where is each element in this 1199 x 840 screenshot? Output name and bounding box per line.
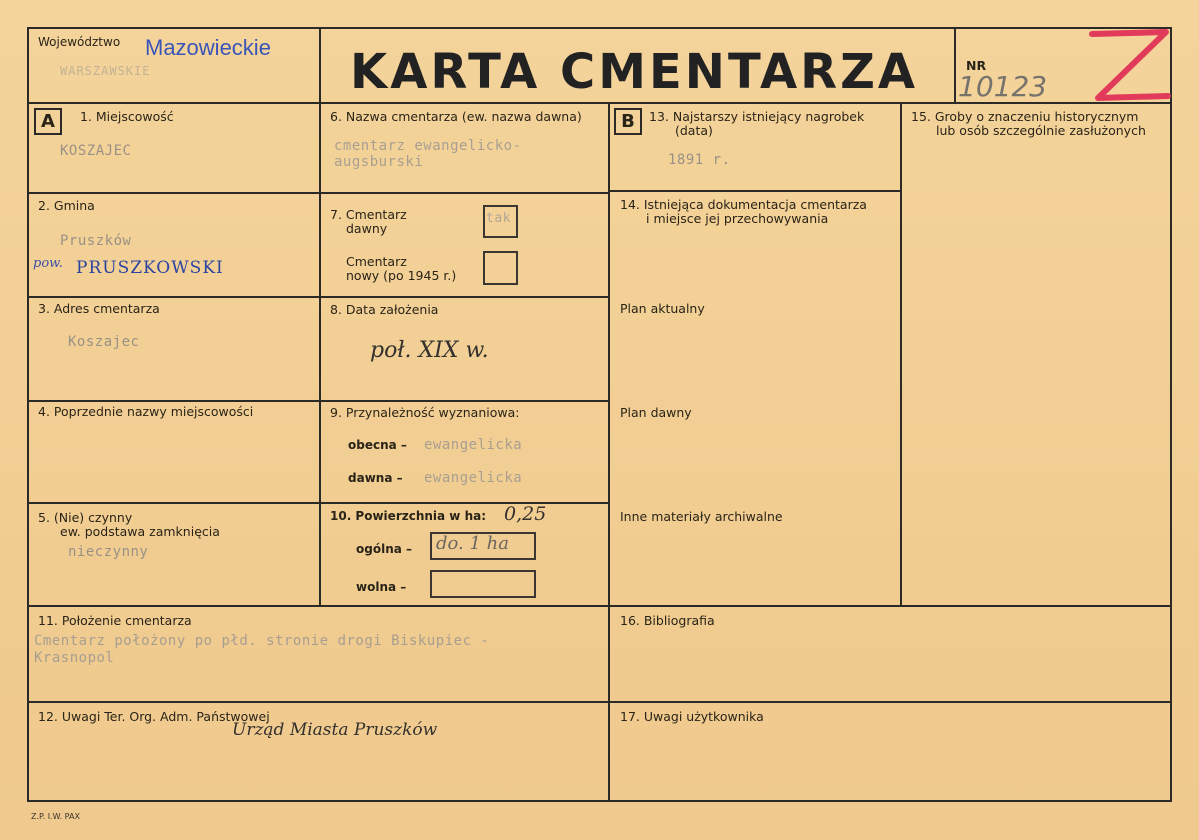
field-5-sublabel: ew. podstawa zamknięcia bbox=[60, 524, 220, 539]
obecna-value: ewangelicka bbox=[424, 437, 523, 453]
dawna-label: dawna – bbox=[348, 471, 403, 485]
field-2-label: 2. Gmina bbox=[38, 198, 95, 213]
field-3-value: Koszajec bbox=[68, 334, 140, 350]
field-13-label: 13. Najstarszy istniejący nagrobek bbox=[649, 109, 865, 124]
field-1-value: KOSZAJEC bbox=[60, 143, 132, 159]
field-7-dawny-sublabel: dawny bbox=[346, 221, 388, 236]
wolna-field[interactable] bbox=[430, 570, 536, 598]
field-8-label: 8. Data założenia bbox=[330, 302, 439, 317]
field-10-value: 0,25 bbox=[504, 503, 547, 525]
col-divider bbox=[319, 27, 321, 103]
field-13-sublabel: (data) bbox=[675, 123, 713, 138]
row-divider bbox=[27, 701, 1172, 703]
ogolna-value: do. 1 ha bbox=[436, 533, 509, 554]
ogolna-label: ogólna – bbox=[356, 542, 413, 556]
field-11-label: 11. Położenie cmentarza bbox=[38, 613, 192, 628]
row-divider bbox=[609, 190, 901, 192]
field-1-label: 1. Miejscowość bbox=[80, 109, 174, 124]
field-3-label: 3. Adres cmentarza bbox=[38, 301, 160, 316]
nowy-checkbox[interactable] bbox=[483, 251, 518, 285]
field-11-value-line1: Cmentarz położony po płd. stronie drogi Biskupiec - bbox=[34, 633, 490, 649]
plan-aktualny-label: Plan aktualny bbox=[620, 301, 705, 316]
field-8-value: poł. XIX w. bbox=[370, 338, 489, 363]
field-14-label: 14. Istniejąca dokumentacja cmentarza bbox=[620, 197, 867, 212]
field-7-nowy-sublabel: nowy (po 1945 r.) bbox=[346, 268, 457, 283]
field-13-value: 1891 r. bbox=[668, 152, 731, 168]
nr-value: 10123 bbox=[958, 70, 1048, 103]
field-7-nowy-label: Cmentarz bbox=[346, 254, 407, 269]
field-6-value-line1: cmentarz ewangelicko- bbox=[334, 138, 522, 154]
inne-materialy-label: Inne materiały archiwalne bbox=[620, 509, 783, 524]
col-divider bbox=[954, 27, 956, 103]
field-5-label: 5. (Nie) czynny bbox=[38, 510, 133, 525]
col-divider bbox=[900, 102, 902, 606]
red-z-mark bbox=[1088, 28, 1172, 104]
card-title: KARTA CMENTARZA bbox=[350, 44, 919, 100]
dawny-value: tak bbox=[486, 211, 511, 226]
section-a-marker: A bbox=[34, 108, 62, 135]
row-divider bbox=[27, 400, 609, 402]
field-15-sublabel: lub osób szczególnie zasłużonych bbox=[936, 123, 1146, 138]
obecna-label: obecna – bbox=[348, 438, 407, 452]
field-5-value: nieczynny bbox=[68, 544, 149, 560]
row-divider bbox=[27, 605, 1172, 607]
field-9-label: 9. Przynależność wyznaniowa: bbox=[330, 405, 520, 420]
field-7-dawny-label: 7. Cmentarz bbox=[330, 207, 407, 222]
wojewodztwo-label: Województwo bbox=[38, 35, 121, 49]
pow-label: pow. bbox=[33, 256, 63, 271]
field-12-value: Urząd Miasta Pruszków bbox=[232, 720, 438, 740]
row-divider bbox=[27, 192, 609, 194]
row-divider bbox=[27, 296, 609, 298]
pow-value: PRUSZKOWSKI bbox=[76, 258, 224, 278]
field-2-value: Pruszków bbox=[60, 233, 132, 249]
printer-imprint: Z.P. I.W. PAX bbox=[31, 812, 80, 821]
field-6-label: 6. Nazwa cmentarza (ew. nazwa dawna) bbox=[330, 109, 582, 124]
field-10-label: 10. Powierzchnia w ha: bbox=[330, 509, 487, 523]
wojewodztwo-stamp: Mazowieckie bbox=[145, 35, 271, 60]
field-17-label: 17. Uwagi użytkownika bbox=[620, 709, 764, 724]
field-6-value-line2: augsburski bbox=[334, 154, 424, 170]
dawna-value: ewangelicka bbox=[424, 470, 523, 486]
section-b-marker: B bbox=[614, 108, 642, 135]
field-15-label: 15. Groby o znaczeniu historycznym bbox=[911, 109, 1139, 124]
wolna-label: wolna – bbox=[356, 580, 407, 594]
wojewodztwo-faint: WARSZAWSKIE bbox=[60, 64, 151, 78]
field-16-label: 16. Bibliografia bbox=[620, 613, 715, 628]
field-12-label: 12. Uwagi Ter. Org. Adm. Państwowej bbox=[38, 709, 270, 724]
col-divider bbox=[608, 102, 610, 802]
col-divider bbox=[319, 102, 321, 606]
field-4-label: 4. Poprzednie nazwy miejscowości bbox=[38, 404, 254, 419]
nr-label: NR bbox=[966, 58, 987, 73]
field-11-value-line2: Krasnopol bbox=[34, 650, 115, 666]
plan-dawny-label: Plan dawny bbox=[620, 405, 692, 420]
field-14-sublabel: i miejsce jej przechowywania bbox=[646, 211, 829, 226]
